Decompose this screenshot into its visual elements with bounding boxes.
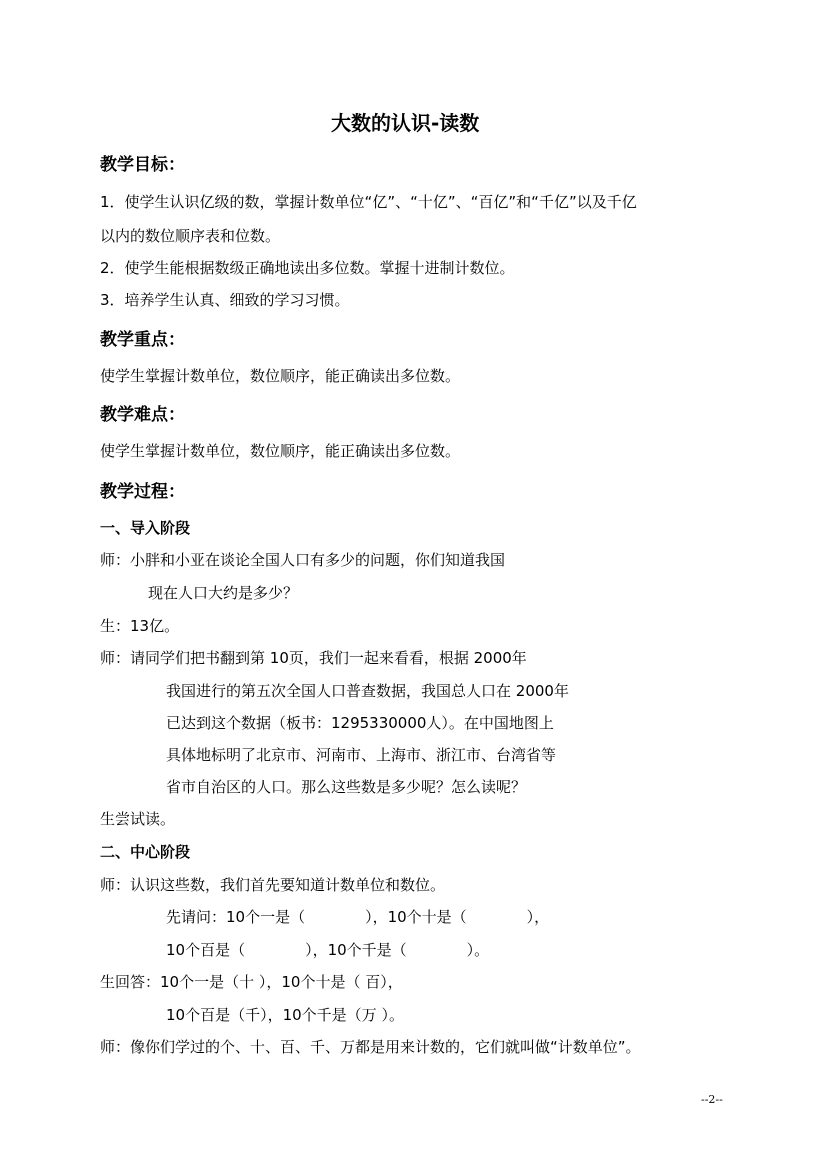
goals-heading: 教学目标： bbox=[100, 155, 185, 175]
dialogue-line: 生尝试读。 bbox=[100, 810, 176, 828]
dialogue-line: 先请问：10个一是（ ），10个十是（ ）， bbox=[166, 908, 550, 926]
dialogue-line: 10个百是（千），10个千是（万 ）。 bbox=[166, 1006, 404, 1024]
dialogue-line: 我国进行的第五次全国人口普查数据，我国总人口在 2000年 bbox=[166, 682, 569, 700]
dialogue-line: 10个百是（ ），10个千是（ ）。 bbox=[166, 941, 490, 959]
dialogue-line: 师：请同学们把书翻到第 10页，我们一起来看看，根据 2000年 bbox=[100, 649, 527, 667]
key-points-text: 使学生掌握计数单位，数位顺序，能正确读出多位数。 bbox=[100, 367, 461, 385]
goal-line: 1．使学生认识亿级的数，掌握计数单位“亿”、“十亿”、“百亿”和“千亿”以及千亿 bbox=[100, 193, 637, 211]
dialogue-line: 省市自治区的人口。那么这些数是多少呢？怎么读呢？ bbox=[166, 778, 527, 796]
dialogue-line: 师：小胖和小亚在谈论全国人口有多少的问题，你们知道我国 bbox=[100, 551, 506, 569]
section1-heading: 一、导入阶段 bbox=[100, 519, 191, 537]
goal-line: 以内的数位顺序表和位数。 bbox=[100, 227, 281, 245]
key-points-heading: 教学重点： bbox=[100, 330, 185, 350]
dialogue-line: 具体地标明了北京市、河南市、上海市、浙江市、台湾省等 bbox=[166, 746, 557, 764]
goal-line: 2．使学生能根据数级正确地读出多位数。掌握十进制计数位。 bbox=[100, 259, 515, 277]
dialogue-line: 生回答：10个一是（十 ），10个十是（ 百）， bbox=[100, 973, 403, 991]
process-heading: 教学过程： bbox=[100, 482, 185, 502]
section2-heading: 二、中心阶段 bbox=[100, 843, 191, 861]
difficulty-text: 使学生掌握计数单位，数位顺序，能正确读出多位数。 bbox=[100, 442, 461, 460]
difficulty-heading: 教学难点： bbox=[100, 405, 185, 425]
goal-line: 3．培养学生认真、细致的学习习惯。 bbox=[100, 291, 350, 309]
dialogue-line: 已达到这个数据（板书：1295330000人）。在中国地图上 bbox=[166, 714, 554, 732]
page-title: 大数的认识-读数 bbox=[331, 111, 480, 135]
dialogue-line: 师：像你们学过的个、十、百、千、万都是用来计数的，它们就叫做“计数单位”。 bbox=[100, 1038, 641, 1056]
dialogue-line: 现在人口大约是多少？ bbox=[148, 584, 299, 602]
dialogue-line: 师：认识这些数，我们首先要知道计数单位和数位。 bbox=[100, 876, 446, 894]
dialogue-line: 生：13亿。 bbox=[100, 617, 180, 635]
page-number: --2-- bbox=[701, 1093, 723, 1106]
